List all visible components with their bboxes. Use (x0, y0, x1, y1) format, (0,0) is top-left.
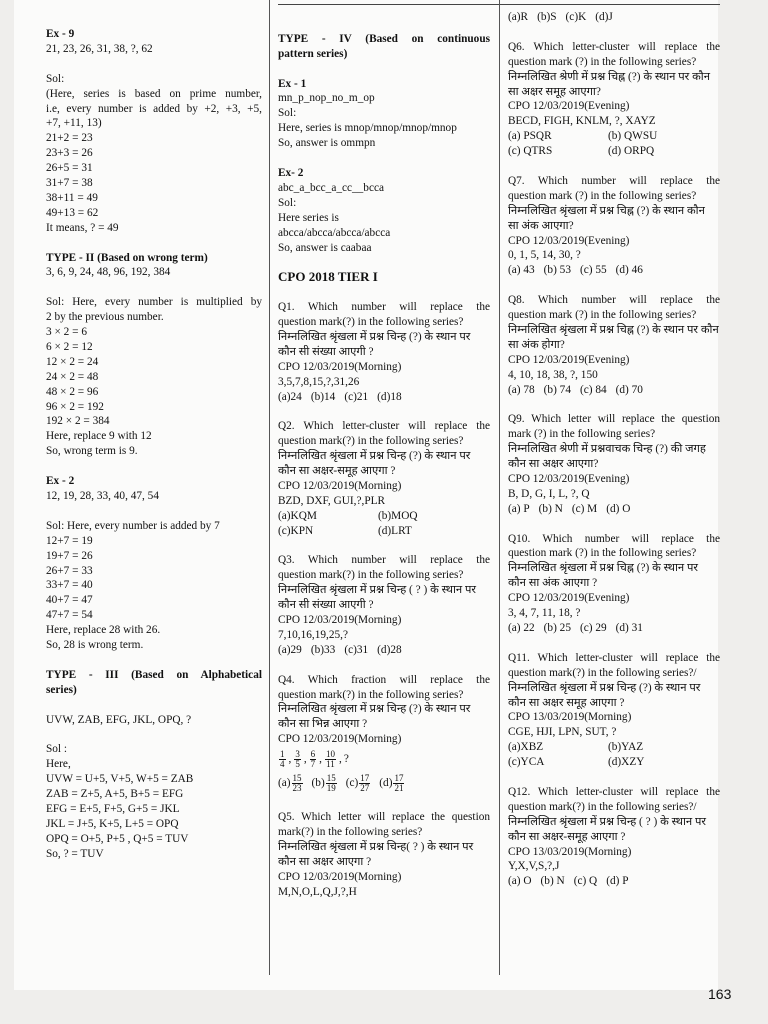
option: (c) M (571, 502, 598, 515)
fraction (310, 750, 317, 769)
text-line: 12 × 2 = 24 (46, 355, 99, 368)
text-line: 21+2 = 23 (46, 132, 93, 145)
text-line: निम्नलिखित श्रेणी में प्रश्न चिह्न (?) के स्थान पर कौन (508, 70, 710, 83)
text-line: 0, 1, 5, 14, 30, ? (508, 249, 581, 262)
bold-heading: Ex - 9 (46, 28, 75, 40)
option-letter: (b) (311, 776, 325, 789)
question-stem: Q4. Which fraction will replace the (278, 673, 490, 686)
answer-options (508, 383, 720, 398)
text-line: 26+5 = 31 (46, 162, 93, 175)
text-line: So, ? = TUV (46, 847, 104, 860)
spacer (278, 255, 490, 270)
answer-options (508, 144, 720, 159)
text-line: 3 × 2 = 6 (46, 326, 87, 339)
option-letter: (a) (278, 776, 291, 789)
text-line: (Here, series is based on prime number, (46, 87, 262, 100)
text-line: 33+7 = 40 (46, 579, 93, 592)
option: (c)21 (344, 390, 369, 403)
text-line: कौन सा भिन्न आएगा ? (278, 718, 368, 731)
option: (d) O (606, 502, 631, 515)
bold-heading: TYPE - II (Based on wrong term) (46, 251, 208, 264)
question-stem: Q5. Which letter will replace the question (278, 811, 490, 824)
answer-options (278, 524, 490, 539)
fraction (279, 750, 286, 769)
text-line: JKL = J+5, K+5, L+5 = OPQ (46, 817, 179, 830)
spacer (508, 517, 720, 532)
spacer (46, 727, 262, 742)
text-line: So, answer is ommpn (278, 137, 376, 150)
option: (a) 78 (508, 383, 535, 396)
option: (a)24 (278, 390, 302, 403)
fraction-series-tail: ? (343, 752, 349, 765)
text-line: 21, 23, 26, 31, 38, ?, 62 (46, 42, 153, 55)
text-line: 47+7 = 54 (46, 609, 93, 622)
option: (c)YCA (508, 756, 545, 769)
option: (a)R (508, 11, 529, 23)
option: (d) 46 (615, 264, 643, 277)
option: (d) 31 (615, 622, 643, 634)
text-line: CPO 12/03/2019(Morning) (278, 614, 402, 627)
text-line: Y,X,V,S,?,J (508, 860, 560, 873)
text-line: UVW, ZAB, EFG, JKL, OPQ, ? (46, 713, 192, 726)
text-line: abcca/abcca/abcca/abcca (278, 226, 391, 239)
text-line: OPQ = O+5, P+5 , Q+5 = TUV (46, 832, 189, 845)
answer-options (278, 509, 490, 524)
text-line: सा अंक होगा? (508, 338, 565, 351)
text-line: 38+11 = 49 (46, 191, 98, 204)
bold-heading: series) (46, 683, 77, 696)
fraction-numerator: 15 (292, 772, 302, 783)
text-line: निम्नलिखित श्रृंखला में प्रश्न चिह्न (?) के स्थान कौन (508, 204, 705, 217)
option: (d) ORPQ (608, 145, 655, 158)
answer-options (508, 129, 720, 144)
text-line: Sol: (278, 196, 297, 209)
option: (d) 70 (615, 383, 643, 396)
spacer (278, 62, 490, 77)
answer-options (508, 502, 720, 517)
text-line: BZD, DXF, GUI,?,PLR (278, 494, 386, 507)
fraction (393, 774, 404, 793)
text-line: कौन सा अंक आएगा ? (508, 577, 598, 590)
text-line: Sol: Here, every number is added by 7 (46, 519, 220, 532)
text-line: निम्नलिखित श्रृंखला में प्रश्न चिन्ह (?) के स्थान पर (278, 703, 471, 716)
column-divider-1 (269, 0, 270, 975)
option: (b) 53 (543, 264, 571, 277)
text-line: mark(?) in the following series? (278, 825, 423, 838)
spacer (508, 770, 720, 785)
fraction-denominator: 27 (360, 782, 370, 793)
text-line: 3, 6, 9, 24, 48, 96, 192, 384 (46, 266, 171, 279)
option: (a) P (508, 502, 530, 515)
option: (b)14 (310, 390, 336, 403)
text-line: निम्नलिखित श्रृंखला में प्रश्न चिन्ह (?) के स्थान पर (278, 330, 471, 343)
bold-heading: TYPE - III (Based on Alphabetical (46, 668, 262, 681)
question-stem: Q9. Which letter will replace the question (508, 413, 720, 426)
text-line: 19+7 = 26 (46, 549, 93, 562)
option: (b) QWSU (608, 130, 658, 143)
text-line: कौन सी संख्या आएगी ? (278, 345, 374, 358)
spacer (508, 278, 720, 293)
text-line: CPO 12/03/2019(Evening) (508, 472, 630, 485)
text-line: question mark (?) in the following series? (508, 189, 697, 202)
question-stem: Q8. Which number will replace the (508, 294, 720, 307)
answer-options (508, 621, 720, 636)
option: (c) Q (573, 875, 598, 888)
text-line: 7,10,16,19,25,? (278, 628, 348, 641)
text-line: निम्नलिखित श्रृंखला में प्रश्न चिन्ह (?) के स्थान पर (508, 681, 701, 694)
fraction-numerator: 3 (295, 748, 300, 759)
fraction-denominator: 4 (280, 758, 285, 769)
text-line: निम्नलिखित श्रेणी में प्रश्नवाचक चिन्ह (?) की जगह (508, 443, 706, 456)
option: (d)LRT (378, 524, 412, 537)
text-line: निम्नलिखित श्रृंखला में प्रश्न चिन्ह( ? ) के स्थान पर (278, 840, 474, 853)
text-line: CPO 13/03/2019(Morning) (508, 845, 632, 858)
text-line: निम्नलिखित श्रृंखला में प्रश्न चिन्ह ( ? ) के स्थान पर (508, 815, 707, 828)
text-line: question mark (?) in the following series? (508, 547, 697, 560)
spacer (508, 397, 720, 412)
spacer (46, 236, 262, 251)
text-line: निम्नलिखित श्रृंखला में प्रश्न चिह्न (?) के स्थान पर (508, 562, 699, 575)
text-line: कौन सी संख्या आएगी ? (278, 599, 374, 612)
text-line: 31+7 = 38 (46, 177, 93, 190)
text-line: सा अंक आएगा? (508, 219, 574, 232)
text-line: BECD, FIGH, KNLM, ?, XAYZ (508, 115, 656, 128)
text-line: 49+13 = 62 (46, 206, 99, 219)
option: (d)18 (377, 390, 402, 403)
fraction-series: $\frac{1}{4}$ , $\frac{3}{5}$ , $\frac{6}{7}$ , $\frac{10}{11}$ , ? (280, 748, 349, 769)
question-stem: Q1. Which number will replace the (278, 301, 490, 314)
column-divider-2 (499, 0, 500, 975)
fraction-numerator: 17 (360, 772, 370, 783)
text-line: question mark(?) in the following series? (278, 435, 464, 448)
fraction-denominator: 19 (326, 782, 336, 793)
spacer (46, 698, 262, 713)
text-line: कौन सा अक्षर-समूह आएगा ? (508, 830, 626, 843)
text-line: question mark (?) in the following series? (508, 309, 697, 322)
option: (a) O (508, 875, 532, 888)
fraction-denominator: 21 (394, 782, 404, 793)
option: (b)33 (310, 643, 336, 656)
text-line: CPO 12/03/2019(Morning) (278, 733, 402, 746)
text-line: 3,5,7,8,15,?,31,26 (278, 375, 360, 388)
text-line: question mark(?) in the following series? (278, 569, 464, 582)
option: (c) 55 (579, 264, 607, 277)
text-line: Here, replace 9 with 12 (46, 430, 152, 443)
option: (a) PSQR (508, 130, 552, 143)
text-line: 23+3 = 26 (46, 147, 93, 160)
fraction (359, 774, 370, 793)
bold-heading: Ex- 2 (278, 167, 304, 179)
spacer (46, 653, 262, 668)
text-line: निम्नलिखित श्रृंखला में प्रश्न चिन्ह (?) के स्थान पर (278, 450, 471, 463)
fraction-numerator: 17 (394, 772, 404, 783)
text-line: mark (?) in the following series? (508, 428, 656, 441)
spacer (508, 159, 720, 174)
question-stem: Q10. Which number will replace the (508, 532, 720, 545)
answer-options (508, 10, 720, 25)
text-line: सा अक्षर समूह आएगा? (508, 85, 601, 98)
text-line: 12, 19, 28, 33, 40, 47, 54 (46, 489, 159, 502)
bold-heading: TYPE - IV (Based on continuous (278, 32, 490, 45)
answer-options (508, 740, 720, 755)
answer-options (278, 643, 490, 658)
spacer (278, 658, 490, 673)
fraction-denominator: 5 (295, 758, 300, 769)
text-line: It means, ? = 49 (46, 221, 119, 234)
spacer (46, 459, 262, 474)
option: (d)XZY (608, 756, 645, 769)
spacer (278, 539, 490, 554)
option: (b)YAZ (608, 741, 644, 754)
text-line: 96 × 2 = 192 (46, 400, 104, 413)
fraction-option (312, 774, 338, 793)
spacer (508, 636, 720, 651)
fraction-numerator: 6 (310, 748, 316, 759)
spacer (278, 17, 490, 32)
option-letter: (d) (379, 776, 393, 789)
text-line: 4, 10, 18, 38, ?, 150 (508, 368, 598, 381)
option: (c)KPN (278, 524, 314, 537)
bold-heading: Ex - 2 (46, 475, 75, 488)
text-line: Here series is (278, 211, 339, 224)
option: (a) 22 (508, 622, 535, 634)
fraction (325, 750, 336, 769)
bold-heading: pattern series) (278, 47, 348, 60)
text-line: question mark(?) in the following series? (278, 316, 464, 329)
text-line: Sol: Here, every number is multiplied by (46, 296, 262, 309)
text-line: निम्नलिखित श्रृंखला में प्रश्न चिह्न (?) के स्थान पर कौन (508, 323, 719, 336)
option-letter: (c) (345, 776, 359, 789)
text-line: So, answer is caabaa (278, 241, 372, 254)
fraction (326, 774, 337, 793)
fraction-numerator: 10 (325, 748, 335, 759)
spacer (278, 404, 490, 419)
fraction-denominator: 7 (310, 758, 316, 769)
text-line: कौन सा अक्षर आएगा ? (278, 855, 372, 868)
question-stem: Q7. Which number will replace the (508, 174, 720, 187)
option: (c)K (565, 11, 587, 23)
answer-options (278, 390, 490, 405)
text-line: UVW = U+5, V+5, W+5 = ZAB (46, 773, 194, 786)
option: (b)S (537, 11, 557, 23)
text-line: CPO 12/03/2019(Evening) (508, 353, 630, 366)
text-line: i.e, every number is added by +2, +3, +5, (46, 102, 262, 115)
text-line: CPO 12/03/2019(Evening) (508, 234, 630, 247)
answer-options (508, 874, 720, 889)
text-line: Here, (46, 758, 71, 771)
fraction-option (379, 774, 405, 793)
text-line: कौन सा अक्षर-समूह आएगा ? (278, 465, 396, 478)
text-line: So, 28 is wrong term. (46, 639, 144, 652)
text-line: EFG = E+5, F+5, G+5 = JKL (46, 802, 180, 815)
option: (a) 43 (508, 264, 535, 277)
option: (c) QTRS (508, 145, 553, 158)
option: (a)XBZ (508, 741, 544, 754)
section-heading: CPO 2018 TIER I (278, 270, 378, 285)
text-line: 48 × 2 = 96 (46, 385, 99, 398)
option: (d)J (595, 11, 613, 23)
answer-options (508, 755, 720, 770)
text-line: 192 × 2 = 384 (46, 415, 110, 428)
fraction-numerator: 1 (280, 748, 285, 759)
fraction-option (346, 774, 372, 793)
spacer (508, 25, 720, 40)
fraction-denominator: 11 (326, 758, 335, 769)
column-left (46, 27, 262, 862)
text-line: निम्नलिखित श्रृंखला में प्रश्न चिन्ह ( ? ) के स्थान पर (278, 584, 477, 597)
text-line: B, D, G, I, L, ?, Q (508, 487, 590, 500)
answer-options (508, 263, 720, 278)
option: (c) 29 (579, 622, 607, 634)
text-line: 2 by the previous number. (46, 311, 164, 324)
question-stem: Q3. Which number will replace the (278, 554, 490, 567)
text-line: 12+7 = 19 (46, 534, 93, 547)
text-line: question mark(?) in the following series? (278, 688, 464, 701)
option: (b) N (540, 875, 565, 888)
text-line: 26+7 = 33 (46, 564, 93, 577)
option: (b) N (538, 502, 563, 515)
text-line: question mark (?) in the following series? (508, 55, 697, 68)
option: (b) 25 (543, 622, 571, 634)
text-line: mn_p_nop_no_m_op (278, 92, 375, 105)
spacer (46, 57, 262, 72)
option: (c) 84 (579, 383, 607, 396)
option: (d) P (606, 875, 629, 888)
column-right (508, 10, 720, 889)
option: (c)31 (344, 643, 369, 656)
fraction-options (278, 771, 490, 795)
text-line: question mark(?) in the following series?/ (508, 800, 697, 813)
text-line: CGE, HJI, LPN, SUT, ? (508, 726, 617, 739)
option: (d)28 (377, 643, 402, 656)
question-stem: Q12. Which letter-cluster will replace the (508, 785, 720, 798)
text-line: Here, series is mnop/mnop/mnop/mnop (278, 122, 457, 135)
text-line: 24 × 2 = 48 (46, 370, 99, 383)
text-line: 40+7 = 47 (46, 594, 93, 607)
option: (a)29 (278, 643, 302, 656)
text-line: CPO 12/03/2019(Evening) (508, 100, 630, 113)
option: (a)KQM (278, 509, 317, 522)
option: (b) 74 (543, 383, 571, 396)
question-stem: Q2. Which letter-cluster will replace the (278, 420, 490, 433)
text-line: ZAB = Z+5, A+5, B+5 = EFG (46, 788, 184, 801)
spacer (278, 151, 490, 166)
text-line: Sol: (46, 72, 65, 85)
text-line: So, wrong term is 9. (46, 445, 138, 458)
text-line: Sol : (46, 743, 68, 756)
text-line: कौन सा अक्षर समूह आएगा ? (508, 696, 625, 709)
fraction (294, 750, 301, 769)
text-line: Sol: (278, 107, 297, 120)
spacer (46, 504, 262, 519)
fraction (292, 774, 303, 793)
text-line: 6 × 2 = 12 (46, 340, 93, 353)
text-line: +7, +11, 13) (46, 117, 102, 130)
text-line: 3, 4, 7, 11, 18, ? (508, 607, 581, 620)
spacer (278, 285, 490, 300)
text-line: CPO 12/03/2019(Morning) (278, 479, 402, 492)
text-line: Here, replace 28 with 26. (46, 624, 161, 637)
text-line: M,N,O,L,Q,J,?,H (278, 885, 357, 898)
text-line: CPO 13/03/2019(Morning) (508, 711, 632, 724)
spacer (46, 280, 262, 295)
column-middle (278, 17, 490, 900)
fraction-numerator: 15 (326, 772, 336, 783)
question-stem: Q11. Which letter-cluster will replace the (508, 651, 720, 664)
bold-heading: Ex - 1 (278, 77, 307, 90)
fraction-denominator: 23 (292, 782, 302, 793)
page-number: 163 (708, 986, 732, 1002)
spacer (278, 795, 490, 810)
text-line: abc_a_bcc_a_cc__bcca (278, 181, 384, 194)
text-line: CPO 12/03/2019(Morning) (278, 870, 402, 883)
text-line: question mark(?) in the following series?/ (508, 666, 697, 679)
text-line: कौन सा अक्षर आएगा? (508, 458, 599, 471)
option: (b)MOQ (378, 509, 418, 522)
text-line: CPO 12/03/2019(Evening) (508, 592, 630, 605)
fraction-option (278, 774, 304, 793)
text-line: CPO 12/03/2019(Morning) (278, 360, 402, 373)
question-stem: Q6. Which letter-cluster will replace the (508, 40, 720, 53)
